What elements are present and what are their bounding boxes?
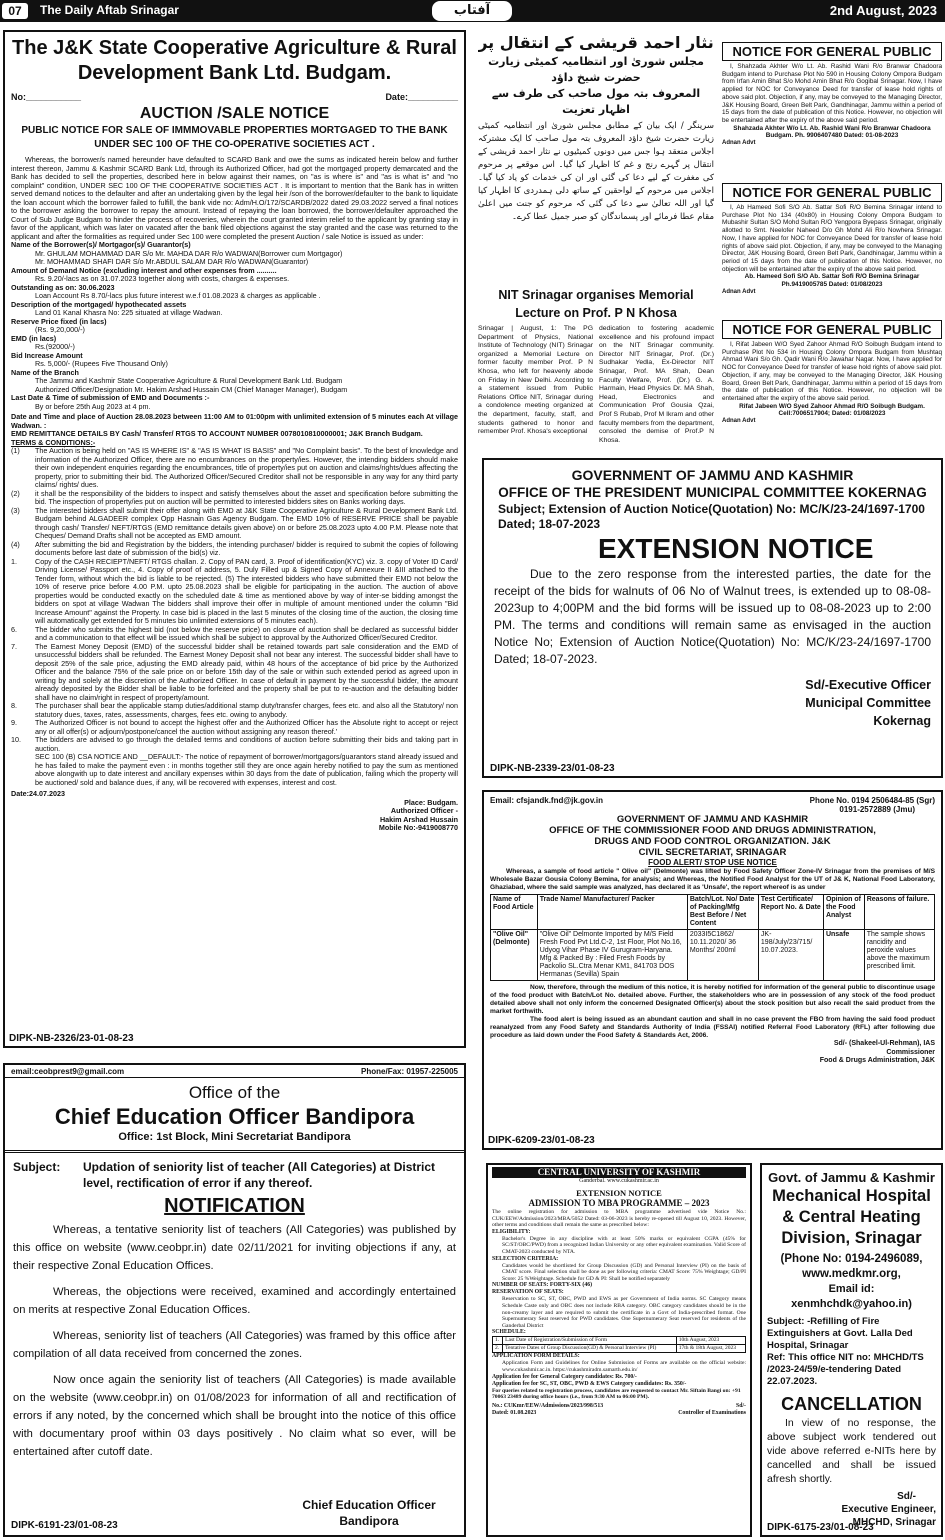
bank-title-1: The J&K State Cooperative Agriculture & Rural: [12, 37, 457, 59]
food-phone-2: 0191-2572889 (Jmu): [839, 805, 915, 814]
food-table-cell: JK-198/July/23/715/ 10.07.2023.: [758, 930, 823, 981]
mech-dipk: DIPK-6175-23/01-08-23: [767, 1522, 874, 1533]
term-text: The bidders are advised to go through the detailed terms and conditions of auction before submitting their bids and taking part in auction.: [35, 735, 458, 753]
cuk-schedule-row: [493, 1337, 746, 1345]
cuk-sd: Sd/-: [736, 1402, 746, 1409]
cuk-res: Reservation to SC, ST, OBC, PWD and EWS as per Government of India norms. SC Category means Schedule Caste only and OBC does not include RBA category. OBC category candidates should be in the non-creamy layer and are required to submit the certificate in a Govt of India-prescribed format. One Supernumerary Seat reserved for PWD candidates. One Supernumerary Seat reserved for residents of the Ganderbal District: [502, 1296, 746, 1329]
food-body-1: Now, therefore, through the medium of this notice, it is hereby notified for information of the general public to discontinue usage of the food product with Batch/Lot No. detailed above. Further, the stakeholders who are in possession of any stock of the food product detailed above shall not only inform the concerned Designated Officer(s) about the stock position but also recall the said product from the market forthwith.: [490, 984, 935, 1015]
term-item: [11, 736, 458, 753]
auction-time: Date and Time and place of Auction 28.08.2023 between 11:00 AM to 01:00pm with unlimited extension of 5 minutes each At village Wadwan. :: [11, 412, 458, 430]
ceo-address: Office: 1st Block, Mini Secretariat Bandipora: [118, 1131, 351, 1143]
term-number: 10.: [11, 735, 21, 744]
nit-title-2: Lecture on Prof. P N Khosa: [515, 306, 677, 320]
demand-label: Amount of Demand Notice (excluding interest and other expenses from ..........: [11, 265, 277, 275]
bank-no: No:___________: [11, 92, 82, 102]
food-office-2: DRUGS AND FOOD CONTROL ORGANIZATION. J&K: [594, 836, 831, 847]
terms-heading: TERMS & CONDITIONS:-: [11, 437, 96, 447]
kok-office: OFFICE OF THE PRESIDENT MUNICIPAL COMMITTEE KOKERNAG: [498, 485, 927, 500]
cuk-res-head: RESERVATION OF SEATS:: [492, 1289, 564, 1296]
food-alert-notice: [482, 790, 943, 1150]
term-text: The purchaser shall bear the applicable stamp duties/additional stamp duty/transfer charges, fees etc. and also all the Statutory/ non statutory dues, taxes, rates, assessments, charges, fees etc. owing to anybody.: [35, 701, 458, 719]
paper-name: The Daily Aftab Srinagar: [40, 3, 179, 17]
mech-sd: Sd/-: [897, 1491, 916, 1502]
cuk-schedule-cell: 2.: [493, 1345, 503, 1353]
gp-adnan: Adnan Advt: [722, 288, 756, 295]
term-text: SEC 100 (B) CSA NOTICE AND __DEFAULT:- The notice of repayment of borrower/mortgagors/guarantors stand already issued and he has failed to make the payment even : in months together still they are once again hereby notified to pay the sum as mentioned above alongwith up to date interest and ancillary expenses within 30 days from the date of publication, failing which the property will be auctioned/ sold and balance dues, if any, will be recovered with expenses, interest and cost.: [35, 752, 458, 787]
outstanding-label: Outstanding as on: 30.06.2023: [11, 282, 115, 292]
nit-news: [478, 286, 714, 458]
gp-body: I, Ab Hameed Sofi S/O Ab. Sattar Sofi R/O Bemina Srinagar intend to Purchase Plot No 134 (40x80) in Housing Colony Ompora Budgam to Mubashir Sultan S/O Mohd Sultan R/O Yengpora Byepass Srinagar, originally allotted to Smt. Neelofer Naheed D/o Gh Mohd Ali R/o Nowhera Srinagar. Now, I have applied for NOC for Conveyance Deed for transfer of lease hold rights of above said plot. Objection, if any, may be conveyed to the Managing Director, J&K Housing Board, Green Belt Park, Gandhinagar, Jammu within a period of 15 days from the date of publication of this Notice. However, no objection will be entertained after the expiry of the above said period.: [722, 204, 942, 273]
mech-subject: Subject: -Refilling of Fire Extinguishers at Govt. Lalla Ded Hospital, Srinagar: [767, 1316, 913, 1351]
bank-dipk: DIPK-NB-2326/23-01-08-23: [9, 1033, 134, 1044]
gp-notice-2: [722, 183, 942, 315]
mech-govt: Govt. of Jammu & Kashmir: [768, 1170, 935, 1185]
page-number: 07: [2, 3, 28, 19]
term-item: [11, 702, 458, 719]
ceo-para-4: Now once again the seniority list of teachers (All Categories) is made available on the website (www.ceobpr.in) on 01/08/2023 for information of all and rectification of errors if any noted, by the concerned which shall be brought into the notice of this office with documentary proof within 03 days positively . No claim what so ever, will be entertained after cutoff date.: [13, 1374, 456, 1458]
borrower-2: Mr. MOHAMMAD SHAFI DAR S/o Mr.ABDUL SALAM DAR R/o WADWAN(Guarantor): [35, 257, 309, 266]
term-text: The interested bidders shall submit their offer along with EMD at J&K State Cooperative Agriculture & Rural Development Bank Ltd. Budgam behind ALGADEER complex Opp Hasnain Gas Agency Budgam. The EMD 10% of RESERVE PRICE shall be payable through cash/ Transfer/ NEFT/RTGS (EMD remittance details given above) on or before 25.08.2023 upto 4.00 P.M. Please note that Cheques/ Demand Drafts shall not be accepted as EMD amount.: [35, 505, 458, 540]
cuk-no: No.: CUKmr/EEW/Admissions/2023/998/513: [492, 1402, 604, 1409]
masthead: [0, 0, 945, 22]
gp-title: NOTICE FOR GENERAL PUBLIC: [722, 42, 942, 61]
cuk-schedule-cell: 1.: [493, 1337, 503, 1345]
emd-value: Rs.(92000/-): [35, 342, 75, 351]
kok-sig-3: Kokernag: [873, 714, 931, 728]
food-table-header: Test Certificate/ Report No. & Date: [758, 895, 823, 930]
ceo-office-of: Office of the: [188, 1083, 281, 1102]
ceo-sig-2: Bandipora: [339, 1514, 399, 1528]
bank-subheading: PUBLIC NOTICE FOR SALE OF IMMMOVABLE PROPERTIES MORTGAGED TO THE BANK UNDER SEC 100 OF THE CO-OPERATIVE SOCIETIES ACT .: [21, 125, 448, 150]
kok-heading: EXTENSION NOTICE: [598, 533, 874, 564]
food-email: Email: cfsjandk.fnd@jk.gov.in: [490, 796, 604, 805]
mech-email: Email id: xenmhchdk@yahoo.in): [791, 1283, 912, 1310]
gp-body: I, Rifat Jabeen W/O Syed Zahoor Ahmad R/O Soibugh Budgam intend to Purchase Plot No 534 in Housing Colony Ompora Budgam from Mushtaq Ahmad Wani S/o Gh. Qadir Wani R/o Jawahar Nagar. Now, I have applied for NOC for Conveyance Deed for transfer of lease hold rights of above said plot. Objection, if any, may be conveyed to the Managing Director, J&K Housing Board, Green Belt Park, Gandhinagar, Jammu within a period of 15 days from the date of publication of this Notice. However, no objection will be entertained after the expiry of the above said period.: [722, 341, 942, 402]
term-item: [11, 447, 458, 490]
term-number: (4): [11, 539, 20, 549]
bid-value: Rs. 5,000/- (Rupees Five Thousand Only): [35, 359, 168, 368]
urdu-headline-3: المعروف بتہ مول صاحب کی طرف سے اظہار تعزیت: [491, 87, 701, 116]
food-phone-1: Phone No. 0194 2506484-85 (Sgr): [809, 796, 935, 805]
gp-title: NOTICE FOR GENERAL PUBLIC: [722, 320, 942, 339]
cuk-controller: Controller of Examinations: [678, 1409, 746, 1416]
reserve-label: Reserve Price fixed (in lacs): [11, 316, 107, 326]
term-text: The Auction is being held on "AS IS WHERE IS" & "AS IS WHAT IS BASIS" and "No Complaint basis". To the best of knowledge and information of the Authorized Officer, there are no encumbrances on the property/ies. However, the intending bidders should make their own independent enquiries regarding the encumbrances, title of property/ies put on auction and claims/rights/dues affecting the property, prior to submitting their bid. The Authorized Officer/Secured Creditor shall not be responsible in any way for any third party claims/ rights/ dues.: [35, 446, 458, 489]
mech-body: In view of no response, the above subject work tendered out vide above referred e-NITs here by cancelled and shall be issued afresh shortly.: [767, 1417, 936, 1485]
cuk-schedule-cell: 17th & 18th August, 2023: [676, 1345, 745, 1353]
urdu-headline-2: مجلس شوریٰ اور انتظامیہ کمیٹی زیارت حضرت شیخ داؤد: [488, 55, 704, 84]
food-intro: Whereas, a sample of food article " Olive oil" (Delmonte) was lifted by Food Safety Officer Zone-IV Srinagar from the premises of M/S Wholesale Bazar Gousia Colony Bemina, for analysis; and Whereas, the Notified Food Analyst for the UT of J& K, National Food Laboratory, Ghaziabad, where the said sample was analyzed, has declared it as 'Unsafe', the report whereof is as under: [490, 868, 935, 891]
food-alert-title: FOOD ALERT/ STOP USE NOTICE: [648, 858, 777, 867]
urdu-headline-1: نثار احمد قریشی کے انتقال پر: [478, 33, 714, 52]
food-table-header: Reasons of failure.: [864, 895, 934, 930]
term-number: 9.: [11, 718, 17, 727]
gp-notice-3: [722, 320, 942, 452]
gp-signature: Ab. Hameed Sofi S/O Ab. Sattar Sofi R/O Bemina Srinagar Ph.9419005785 Dated: 01/08/2023: [744, 273, 920, 289]
cuk-heading: EXTENSION NOTICE: [576, 1188, 662, 1198]
lastdate-value: By or before 25th Aug 2023 at 4 pm.: [35, 401, 151, 411]
mech-heading: CANCELLATION: [781, 1394, 922, 1414]
food-civil: CIVIL SECRETARIAT, SRINAGAR: [638, 847, 787, 858]
branch-label: Name of the Branch: [11, 367, 79, 377]
term-text: After submitting the bid and Registration by the bidders, the intending purchaser/ bidder is required to submit the copies of following documents before last date of submission of the bid(s) viz.: [35, 539, 458, 557]
food-sig-3: Food & Drugs Administration, J&K: [819, 1057, 935, 1064]
nit-col-2: dedication to fostering academic excellence and his profound impact on the NIT Srinagar community. Director NIT Srinagar, Prof. (Dr.) Sudhakar Yedla, Ex-Director NIT Srinagar, Prof. MA Shah, Dean Faculty Welfare, Prof. (Dr.) G. A. Harmain, Head Physics Dr. MA Shah, Head, Electronics and Communication Prof Gousia Qzai, Prof S Rubab, Prof M Ikram and other faculty members from the department, consoled the demise of Prof.P N Khosa.: [599, 325, 714, 444]
branch-2: Authorized Officer/Designation Mr. Hakim Arshad Hussain CM (Chief Manager Manager), Budgam: [35, 384, 348, 394]
bid-label: Bid Increase Amount: [11, 350, 83, 360]
cuk-intro: The online registration for admission to MBA programme advertised vide Notice No.: CUK/EEW/Admission/2023/MBA/5052 Dated: 03-06-2023 is hereby re-opened till August 10, 2023. However, other terms and conditions shall remain the same as prescribed below:: [492, 1209, 746, 1229]
term-item: [11, 541, 458, 558]
food-table-cell: Unsafe: [823, 930, 864, 981]
urdu-news: [478, 32, 714, 282]
cuk-banner: CENTRAL UNIVERSITY OF KASHMIR: [492, 1167, 746, 1178]
emd-label: EMD (in lacs): [11, 333, 57, 343]
terms-list: [11, 447, 458, 787]
borrower-1: Mr. GHULAM MOHAMMAD DAR S/o Mr. MAHDA DAR R/o WADWAN(Borrower cum Mortgagor): [35, 248, 343, 258]
ceo-subject-label: Subject:: [13, 1160, 61, 1174]
bank-intro: Whereas, the borrower/s named hereunder have defaulted to SCARD Bank and owe the sums as indicated herein below and further interest thereon, Jammu & Kashmir SCARD Bank Ltd, through its Authorized Officer, had got the mortgaged property demarcated and the Bank has decided to sell the properties, described here in below against their names, on "as is where is" and "as is what is" and "no complaint" condition, UNDER SEC 100 OF THE COOPERATIVE SOCIETIES ACT . It is important to mention that the Bank has in written served demand notices to the defaulter and after an undertaking given by the legal heir /son of the borrower/defaulter to the bank to liquidate the loan account which the borrower failed to fulfill, the bank vide no: Adm/H.O/172/SCARDB/2022 dated 29.03.2022 served a final notices to the borrower asking the borrower to repay the amount. Instead of repaying the loan borrowed, the borrower/defaulter approached the Court of Sub Judge Budgam to hinder the process of recoveries, wherein the court granted interim relief to the applicant by granting stay in favor of the applicant, which was later on vacated after the bank filed objections against the stay granted and the case was returned to the applicant and after the formalities as required under Sec 100 were completed the present Auction / sale Notice is issued as under:: [11, 155, 458, 241]
cuk-elig: Bachelor's Degree in any discipline with at least 50% marks or equivalent CGPA (45% for SC/ST/OBC/PWD) from a recognized Indian University or any other equivalent examination. Valid Score of CMAT-2023 conducted by NTA.: [502, 1235, 746, 1255]
outstanding-value: Loan Account Rs 8.70/-lacs plus future interest w.e.f 01.08.2023 & charges as applicable .: [35, 291, 321, 300]
mech-web: www.medkmr.org,: [802, 1268, 901, 1280]
term-text: The Authorized Officer is not bound to accept the highest offer and the Authorized Officer has the Absolute right to accept or reject any or all offer(s) or adjourn/postpone/cancel the auction without assigning any reason thereof.': [35, 718, 458, 736]
cuk-seats: NUMBER OF SEATS: FORTY-SIX (46): [492, 1282, 593, 1289]
lastdate-label: Last Date & Time of submission of EMD and Documents :-: [11, 393, 210, 402]
cuk-dated: Dated: 01.08.2023: [492, 1409, 537, 1416]
nit-title-1: NIT Srinagar organises Memorial: [498, 288, 694, 302]
bank-title-2: Development Bank Ltd. Budgam.: [77, 62, 392, 84]
food-body-2: The food alert is being issued as an abundant caution and shall in no case prevent the FBO from having the said food product reanalyzed from any Food Safety and Standards Authority of India (FSSAI) notified Referral Food Laboratory (RFL) after following due procedure as laid down under the Food Safety & Standards Act, 2006.: [490, 1016, 935, 1039]
mhchd-notice: [760, 1163, 943, 1537]
ceo-para-2: Whereas, the objections were received, examined and accordingly entertained on merits at respective Zonal Education Offices.: [13, 1286, 456, 1316]
borrower-label: Name of the Borrower(s)/ Mortgagor(s)/ Guarantor(s): [11, 240, 191, 249]
bank-sign-3: Mobile No:-9419008770: [378, 823, 458, 832]
food-table-header: Name of Food Article: [491, 895, 538, 930]
term-text: The Earnest Money Deposit (EMD) of the successful bidder shall be retained towards part sale consideration and the EMD of unsuccessful bidders shall be refunded. The Earnest Money Deposit shall not bear any interest. The successful bidder shall have to deposit 25% of the sale price, adjusting the EMD already paid, within 48 hours of the acceptance of bid price by the Authorized Officer and the balance 75% of the sale price on or before 15th day of the sale or within such extended period as agreed upon in writing by and solely at the discretion of the Authorized Officer. In case of default in payment by the successful bidder, the amount already deposited by the Bidder shall be liable to be forfeited and the property shall be put to re-auction and the defaulting bidder shall have no claim/right in respect of property/amount.: [35, 641, 458, 702]
mech-name-2: & Central Heating: [782, 1208, 921, 1226]
mech-ref: Ref: This office NIT no: MHCHD/TS /2023-24/59/e-tendering Dated 22.07.2023.: [767, 1352, 924, 1387]
cuk-app-head: APPLICATION FORM DETAILS:: [492, 1353, 580, 1360]
ceo-sig-1: Chief Education Officer: [302, 1498, 436, 1512]
food-table-cell: 2033I5C1862/ 10.11.2020/ 36 Months/ 200ml: [687, 930, 758, 981]
term-item: [11, 626, 458, 643]
cuk-schedule-cell: 10th August, 2023: [676, 1337, 745, 1345]
ceo-phone: Phone/Fax: 01957-225005: [361, 1067, 458, 1076]
term-number: (1): [11, 446, 20, 455]
cuk-sub: ADMISSION TO MBA PROGRAMME – 2023: [528, 1198, 710, 1208]
property-label: Description of the mortgaged/ hypothecated assets: [11, 299, 187, 309]
cuk-sel-head: SELECTION CRITERIA:: [492, 1255, 559, 1262]
mech-sig-1: Executive Engineer,: [841, 1504, 936, 1515]
term-number: 1.: [11, 556, 17, 566]
ceo-bandipora-notice: [3, 1063, 466, 1537]
term-item: [11, 490, 458, 507]
reserve-value: (Rs. 9,20,000/-): [35, 325, 85, 334]
cuk-schedule-cell: Tentative Dates of Group Discussion(GD) & Personal Interview (PI): [503, 1345, 677, 1353]
food-office: OFFICE OF THE COMMISSIONER FOOD AND DRUGS ADMINISTRATION,: [549, 825, 876, 836]
cuk-schedule-row: [493, 1345, 746, 1353]
term-text: The bidder who submits the highest bid (not below the reserve price) on closure of auction shall be declared as successful bidder and a communication to that effect will be issued which shall be subject to approval by the Authorized Officer/Secured Creditor.: [35, 624, 458, 642]
term-item: [11, 558, 458, 626]
term-number: 8.: [11, 701, 17, 710]
food-sig-1: Sd/- (Shakeel-Ul-Rehman), IAS: [833, 1040, 935, 1047]
kok-gov: GOVERNMENT OF JAMMU AND KASHMIR: [571, 467, 854, 483]
kok-dipk: DIPK-NB-2339-23/01-08-23: [490, 763, 615, 774]
cuk-app: Application Form and Guidelines for Online Submission of Forms are available on the official website: www.cukashmir.ac.in. https://cukashmiradm.samarth.edu.in/: [502, 1360, 746, 1373]
gp-body: I, Shahzada Akhter W/o Lt. Ab. Rashid Wani R/o Branwar Chadoora Budgam intend to Purchase Plot No 590 in Housing Colony Ompora Budgam from Irfan Amin Bhat S/o Mohd Amin Bhat R/o Gogibal Srinagar. Now, I have applied for NOC for Conveyance Deed for transfer of lease hold rights of above said plot. Objection, if any, may be conveyed to the Managing Director, J&K Housing Board, Green Belt Park, Gandhinagar, Jammu within a period of 15 days from the date of publication of this Notice. However, no objection will be entertained after the expiry of the above said period.: [722, 63, 942, 124]
cuk-fee-1: Application fee for General Category candidates: Rs. 700/-: [492, 1373, 637, 1380]
kok-body: Due to the zero response from the interested parties, the date for the receipt of the bids for walnuts of 06 No of Walnut trees, is extended up to 08-08-2023up to 4;00PM and the bid forms will be issued up to 08-08-2023 up to 2:00 PM. The terms and conditions will remain same as envisaged in the auction Notice No; Extension of Auction Notice(Quotation) No: MC/K/23-24/1697-1700 Dated; 18-07-2023.: [494, 567, 931, 666]
bank-heading: AUCTION /SALE NOTICE: [139, 105, 330, 122]
cuk-sch-head: SCHEDULE:: [492, 1329, 526, 1336]
gp-adnan: Adnan Advt: [722, 140, 756, 147]
food-table-cell: "Olive Oil" (Delmonte): [491, 930, 538, 981]
term-number: 7.: [11, 641, 17, 651]
cuk-sel: Candidates would be shortlisted for Group Discussion (GD) and Personal Interview (PI) on the basis of CMAT score. Final selection shall be done as per following criteria: CMAT Score: 75% Weightage; GD/PI Score: 25 %Weightage. Schedule for GD & PI: Shall be notified separately: [502, 1262, 746, 1282]
food-dipk: DIPK-6209-23/01-08-23: [488, 1135, 595, 1146]
ceo-heading: NOTIFICATION: [164, 1195, 305, 1217]
gp-signature: Shahzada Akhter W/o Lt. Ab. Rashid Wani R/o Branwar Chadoora Budgam. Ph. 9906407480 Dated: 01-08-2023: [733, 124, 931, 140]
paper-logo: آفتاب: [432, 1, 512, 21]
branch-1: The Jammu and Kashmir State Cooperative Agriculture & Rural Development Bank Ltd. Budgam: [35, 376, 343, 385]
food-table: [490, 894, 935, 981]
term-item: [11, 719, 458, 736]
term-number: 6.: [11, 624, 17, 634]
bank-sign-2: Hakim Arshad Hussain: [379, 814, 458, 824]
term-item: [11, 753, 458, 787]
kokernag-notice: [482, 458, 943, 778]
ceo-dipk: DIPK-6191-23/01-08-23: [11, 1520, 118, 1531]
bank-auction-notice: [3, 30, 466, 1048]
bank-sign-1: Authorized Officer -: [390, 806, 458, 815]
food-table-cell: The sample shows rancidity and peroxide values above the maximum prescribed limit.: [864, 930, 934, 981]
ceo-subject: Updation of seniority list of teacher (All Categories) at District level, rectification of error if any thereof.: [83, 1160, 436, 1190]
mech-name-1: Mechanical Hospital: [772, 1187, 931, 1205]
gp-signature: Rifat Jabeen W/O Syed Zahoor Ahmad R/O Soibugh Budgam. Cell:7006517904; Dated: 01/08/2023: [739, 402, 925, 418]
mech-name-3: Division, Srinagar: [781, 1229, 922, 1247]
kok-sig-1: Sd/-Executive Officer: [805, 678, 931, 692]
cuk-schedule-cell: Last Date of Registration/Submission of Form: [503, 1337, 677, 1345]
term-text: it shall be the responsibility of the bidders to inspect and satisfy themselves about the asset and specification before submitting the bid. The inspection of property/ies put on auction will be permitted to interested bidders sites on Banks working days.: [35, 488, 458, 506]
cuk-fee-2: Application fee for SC, ST, OBC, PWD & EWS Category candidates: Rs. 350/-: [492, 1380, 687, 1387]
food-table-cell: "Olive Oil" Delmonte Imported by M/S Field Fresh Food Pvt Ltd.C-2, 1st Floor, Plot No.16, Udyog Vihar Phase IV Gurugram-Haryana. Mfg & Packed By : Filed Fresh Foods by Packolio SL.Ctra Menar KM1, 841703 DOS Hermanas (Sevilla) Spain: [537, 930, 687, 981]
bank-date-line: Date:24.07.2023: [11, 789, 65, 798]
emd-remittance: EMD REMITTANCE DETAILS BY Cash/ Transfer/ RTGS TO ACCOUNT NUMBER 0078010810000001; J&K Branch Budgam.: [11, 429, 423, 438]
cuk-queries: For queries related to registration process, candidates are requested to contact Mr. Siftain Bangi on: +91 70063 23489 during office hours (i.e., from 9:30 AM to 06:00 PM).: [492, 1387, 741, 1401]
food-gov: GOVERNMENT OF JAMMU AND KASHMIR: [616, 814, 809, 825]
gp-adnan: Adnan Advt: [722, 418, 756, 425]
term-number: (3): [11, 505, 20, 515]
cuk-banner-sub: Ganderbal. www.cukashmir.ac.in: [579, 1178, 659, 1184]
food-sig-2: Commissioner: [886, 1048, 935, 1056]
term-item: [11, 643, 458, 703]
gp-title: NOTICE FOR GENERAL PUBLIC: [722, 183, 942, 202]
bank-place: Place: Budgam.: [404, 797, 458, 807]
term-text: Copy of the CASH RECIEPT/NEFT/ RTGS challan. 2. Copy of PAN card, 3. Proof of identification(KYC) viz. 3. copy of Voter ID Card/ Driving License/ Passport etc., 4. Copy of proof of address, 5. Duly Filled up & Signed Copy of Annexure II &III attached to the Tender form, without which the bid is liable to be rejected. (5) The interested bidders who have submitted their EMD not below the 10% of reserve price before 4.00 P.M. upto 25.08.2023 shall be eligible for participating in the auction. The auction of above properties would be conducted exactly on the scheduled date & time as mentioned above by way of inter-se bidding amongst the bidders on spot at village Wadwan The bidders shall improve their offer in multiple of amount mentioned under the column "Bid Increase Amount" against the Property. In case bid is placed in the last 5 minutes of the closing time of the auction, the closing time will automatically get extended for 5 minutes bio unlimited extensions of 5 minutes each).: [35, 556, 458, 625]
food-table-header: Trade Name/ Manufacturer/ Packer: [537, 895, 687, 930]
mech-phone: (Phone No: 0194-2496089,: [780, 1253, 923, 1265]
ceo-para-3: Whereas, seniority list of teachers (All Categories) was framed by this office after compilation of all data received from concerned the zones.: [13, 1330, 456, 1360]
cuk-schedule-table: [492, 1336, 746, 1353]
mech-sig-2: MHCHD, Srinagar: [852, 1517, 936, 1528]
ceo-email: email:ceobprest9@gmail.com: [11, 1067, 125, 1076]
cuk-notice: [486, 1163, 752, 1537]
term-item: [11, 507, 458, 541]
bank-date: Date:__________: [385, 92, 458, 102]
kok-subject: Subject; Extension of Auction Notice(Quotation) No: MC/K/23-24/1697-1700 Dated; 18-07-2023: [498, 502, 925, 531]
ceo-title: Chief Education Officer Bandipora: [54, 1104, 415, 1129]
urdu-body: سرینگر / ایک بیان کے مطابق مجلس شوریٰ اور انتظامیہ کمیٹی زیارت حضرت شیخ داؤد المعروف بتہ مول صاحب کا ایک مشترکہ اجلاس منعقد ہوا جس میں دونوں کمیٹیوں نے نثار احمد قریشی کے انتقال پر گہرے رنج و غم کا اظہار کیا گیا۔ اس موقعے پر مرحوم کی مغفرت کے لیے دعا کی گئی اور ان کی خدمات کو یاد کیا گیا۔ اجلاس میں مرحوم کے لواحقین کے ساتھ دلی ہمدردی کا اظہار کیا گیا اور اللہ تعالیٰ سے دعا کی گئی کہ مرحوم کو جنت میں اعلیٰ مقام عطا فرمائے اور پسماندگان کو صبر جمیل عطا کرے۔: [478, 121, 714, 222]
term-number: [11, 753, 29, 787]
kok-sig-2: Municipal Committee: [805, 696, 931, 710]
gp-notice-1: [722, 42, 942, 170]
food-table-header: Opinion of the Food Analyst: [823, 895, 864, 930]
ceo-para-1: Whereas, a tentative seniority list of teachers (All Categories) was published by this office on website (www.ceobpr.in) date 02/11/2021 for inviting objections if any, at their respective Zonal Education Offices.: [13, 1224, 456, 1272]
property-value: Land 01 Kanal Khasra No: 225 situated at village Wadwan.: [35, 308, 223, 317]
term-number: (2): [11, 488, 20, 498]
demand-value: Rs. 9.20/-lacs as on 31.07.2023 together along with costs, charges & expenses.: [35, 274, 290, 283]
food-table-header: Batch/Lot. No/ Date of Packing/Mfg Best Before / Net Content: [687, 895, 758, 930]
issue-date: 2nd August, 2023: [829, 3, 937, 18]
cuk-elig-head: ELIGIBILITY:: [492, 1228, 531, 1235]
nit-col-1: Srinagar | August, 1: The PG Department of Physics, National Institute of Technology (NIT) Srinagar organized a Memorial Lecture on former faculty member Prof. P N Khosa, who left for heavenly abode on Friday in New Delhi. According to a statement issued from Public Relations Office NIT, Srinagar during a condolence meeting organized at the department, faculty, staff, and students gathered to honor and remember Prof. Khosa's exceptional: [478, 325, 593, 436]
